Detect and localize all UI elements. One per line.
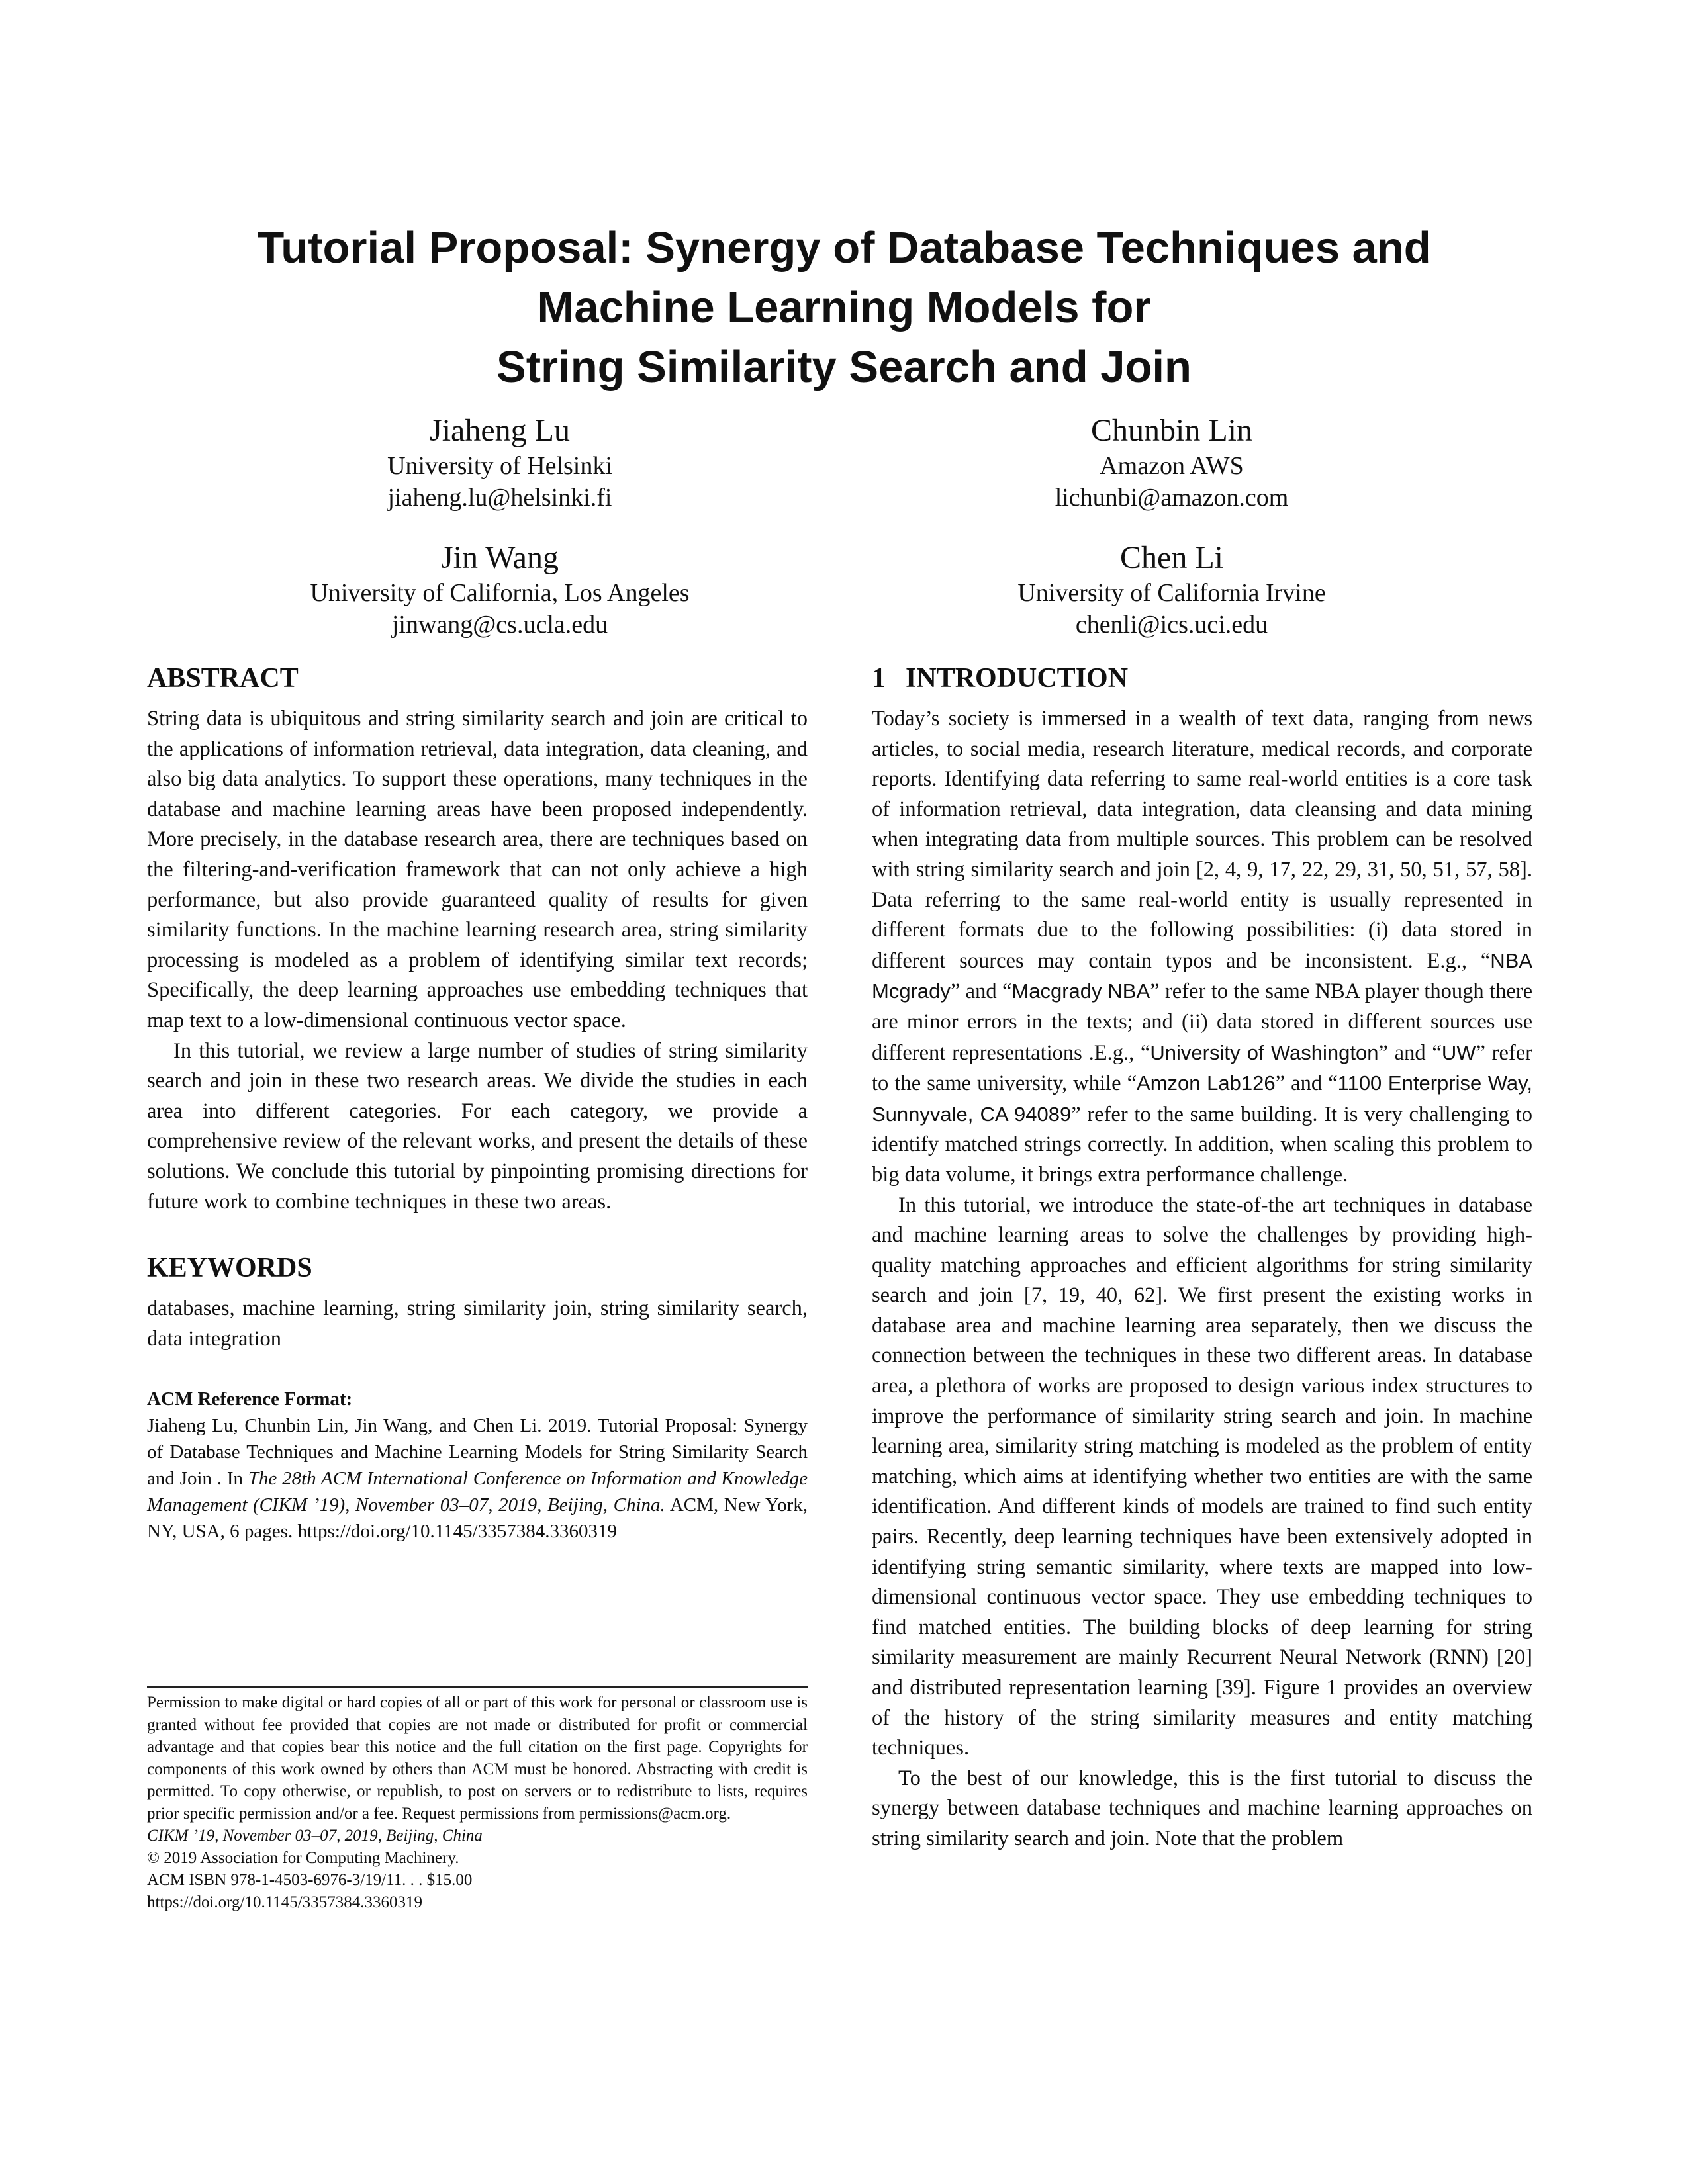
- example-string: Amzon Lab126: [1137, 1071, 1276, 1095]
- example-string: 1100 Enterprise Way, Sunnyvale, CA 94089: [872, 1071, 1532, 1126]
- permission-doi[interactable]: https://doi.org/10.1145/3357384.3360319: [147, 1893, 422, 1911]
- intro-paragraph-3: To the best of our knowledge, this is the first tutorial to discuss the synergy between database techniques and machine learning approaches on string similarity search and join. Note that the problem: [872, 1766, 1532, 1850]
- abstract-paragraph-1: String data is ubiquitous and string similarity search and join are critical to the applications of information retrieval, data integration, data cleaning, and also big data analytics. To support these operations, many techniques in the database and machine learning areas have been proposed independently. More precisely, in the database research area, there are techniques based on the filtering-and-verification framework that can not only achieve a high performance, but also provide guaranteed quality of results for given similarity functions. In the machine learning research area, string similarity processing is modeled as a problem of identifying similar text records; Specifically, the deep learning approaches use embedding techniques that map text to a low-dimensional continuous vector space.: [147, 707, 808, 1032]
- example-string: University of Washington: [1150, 1040, 1379, 1064]
- author-email[interactable]: jinwang@cs.ucla.edu: [391, 611, 608, 639]
- intro-text-segment: ” refer to the same NBA player though there are minor errors in the texts; and (ii) data stored in different sources use different representations .E.g., “: [872, 979, 1532, 1065]
- author-name: Jiaheng Lu: [430, 413, 570, 448]
- author-name: Jin Wang: [441, 540, 559, 575]
- acm-reference-part-b: ACM, New York, NY, USA, 6 pages. https://doi.org/10.1145/3357384.3360319: [147, 1494, 808, 1543]
- author-name: Chen Li: [1120, 540, 1223, 575]
- keywords-heading: KEYWORDS: [147, 1253, 312, 1284]
- intro-paragraph-1: [872, 704, 1532, 1191]
- paper-title: [132, 218, 1556, 397]
- intro-text-segment: ” and “: [1378, 1040, 1442, 1065]
- acm-reference-part-a: Jiaheng Lu, Chunbin Lin, Jin Wang, and Chen Li. 2019. Tutorial Proposal: Synergy of Database Techniques and Machine Learning Models for String Similarity Search and Join . In: [147, 1415, 808, 1490]
- title-line-1: Tutorial Proposal: Synergy of Database Techniques and: [257, 223, 1431, 273]
- author-block-4: [874, 539, 1470, 641]
- title-line-2: Machine Learning Models for: [537, 283, 1151, 332]
- permission-block: [147, 1692, 808, 1913]
- abstract-paragraph-2: In this tutorial, we review a large number of studies of string similarity search and join in these two research areas. We divide the studies in each area into different categories. For each category, we provide a comprehensive review of the relevant works, and present the details of these solutions. We conclude this tutorial by pinpointing promising directions for future work to combine techniques in these two areas.: [147, 1038, 808, 1214]
- intro-text-segment: Today’s society is immersed in a wealth of text data, ranging from news articles, to social media, research literature, medical records, and corporate reports. Identifying data referring to same real-world entities is a core task of information retrieval, data integration, data cleansing and data mining when integrating data from multiple sources. This problem can be resolved with string similarity search and join [2, 4, 9, 17, 22, 29, 31, 50, 51, 57, 58]. Data referring to the same real-world entity is usually represented in different formats due to the following possibilities: (i) data stored in different sources may contain typos and be inconsistent. E.g., “: [872, 707, 1532, 973]
- acm-reference-venue: The 28th ACM International Conference on Information and Knowledge Management (CIKM ’19), November 03–07, 2019, Beijing, China.: [147, 1468, 808, 1516]
- author-affiliation: University of California Irvine: [1017, 579, 1326, 607]
- author-affiliation: Amazon AWS: [1100, 452, 1244, 480]
- section-number: 1: [872, 663, 886, 694]
- author-email[interactable]: jiaheng.lu@helsinki.fi: [387, 484, 612, 512]
- intro-paragraph-2: In this tutorial, we introduce the state-of-the art techniques in database and machine learning areas to solve the challenges by providing high-quality matching approaches and efficient algorithms for string similarity search and join [7, 19, 40, 62]. We first present the existing works in database area and machine learning area separately, then we discuss the connection between the techniques in these two different areas. In database area, a plethora of works are proposed to design various index structures to improve the performance of similarity string search and join. In machine learning area, similarity string matching is modeled as the problem of entity matching, which aims at identifying whether two entities are with the same identification. And different kinds of models are trained to find such entity pairs. Recently, deep learning techniques have been extensively adopted in identifying string semantic similarity, where texts are mapped into low-dimensional continuous vector space. They use embedding techniques to find matched entities. The building blocks of deep learning for string similarity measurement are mainly Recurrent Neural Network (RNN) [20] and distributed representation learning [39]. Figure 1 provides an overview of the history of the string similarity measures and entity matching techniques.: [872, 1193, 1532, 1760]
- permission-text: Permission to make digital or hard copies of all or part of this work for personal or classroom use is granted without fee provided that copies are not made or distributed for profit or commercial advantage and that copies bear this notice and the full citation on the first page. Copyrights for components of this work owned by others than ACM must be honored. Abstracting with credit is permitted. To copy otherwise, or republish, to post on servers or to redistribute to lists, requires prior specific permission and/or a fee. Request permissions from permissions@acm.org.: [147, 1694, 808, 1823]
- right-column: [872, 662, 1532, 1854]
- permission-copyright: © 2019 Association for Computing Machinery.: [147, 1848, 459, 1867]
- introduction-heading: [872, 662, 1532, 695]
- author-affiliation: University of Helsinki: [387, 452, 612, 480]
- author-block-1: [202, 412, 798, 514]
- example-string: NBA Mcgrady: [872, 948, 1532, 1003]
- section-title: INTRODUCTION: [906, 663, 1129, 694]
- permission-isbn: ACM ISBN 978-1-4503-6976-3/19/11. . . $15.00: [147, 1871, 473, 1889]
- left-column: [147, 662, 808, 1545]
- example-string: UW: [1441, 1040, 1476, 1064]
- author-block-3: [202, 539, 798, 641]
- acm-reference-heading: ACM Reference Format:: [147, 1388, 353, 1410]
- title-line-3: String Similarity Search and Join: [496, 342, 1192, 392]
- intro-text-segment: ” refer to the same building. It is very challenging to identify matched strings correctly. In addition, when scaling this problem to big data volume, it brings extra performance challenge.: [872, 1102, 1533, 1187]
- keywords-text: databases, machine learning, string similarity join, string similarity search, data integration: [147, 1297, 808, 1351]
- example-string: Macgrady NBA: [1011, 979, 1150, 1003]
- abstract-heading: ABSTRACT: [147, 663, 299, 694]
- intro-text-segment: ” refer to the same university, while “: [872, 1040, 1532, 1096]
- author-email[interactable]: chenli@ics.uci.edu: [1075, 611, 1268, 639]
- intro-text-segment: ” and “: [1275, 1071, 1338, 1096]
- intro-text-segment: ” and “: [950, 979, 1012, 1004]
- permission-conference: CIKM ’19, November 03–07, 2019, Beijing, China: [147, 1827, 483, 1844]
- author-email[interactable]: lichunbi@amazon.com: [1055, 484, 1289, 512]
- footnote-divider: [147, 1686, 808, 1688]
- author-affiliation: University of California, Los Angeles: [310, 579, 690, 607]
- acm-reference-text: [147, 1412, 808, 1545]
- author-name: Chunbin Lin: [1090, 413, 1252, 448]
- author-block-2: [874, 412, 1470, 514]
